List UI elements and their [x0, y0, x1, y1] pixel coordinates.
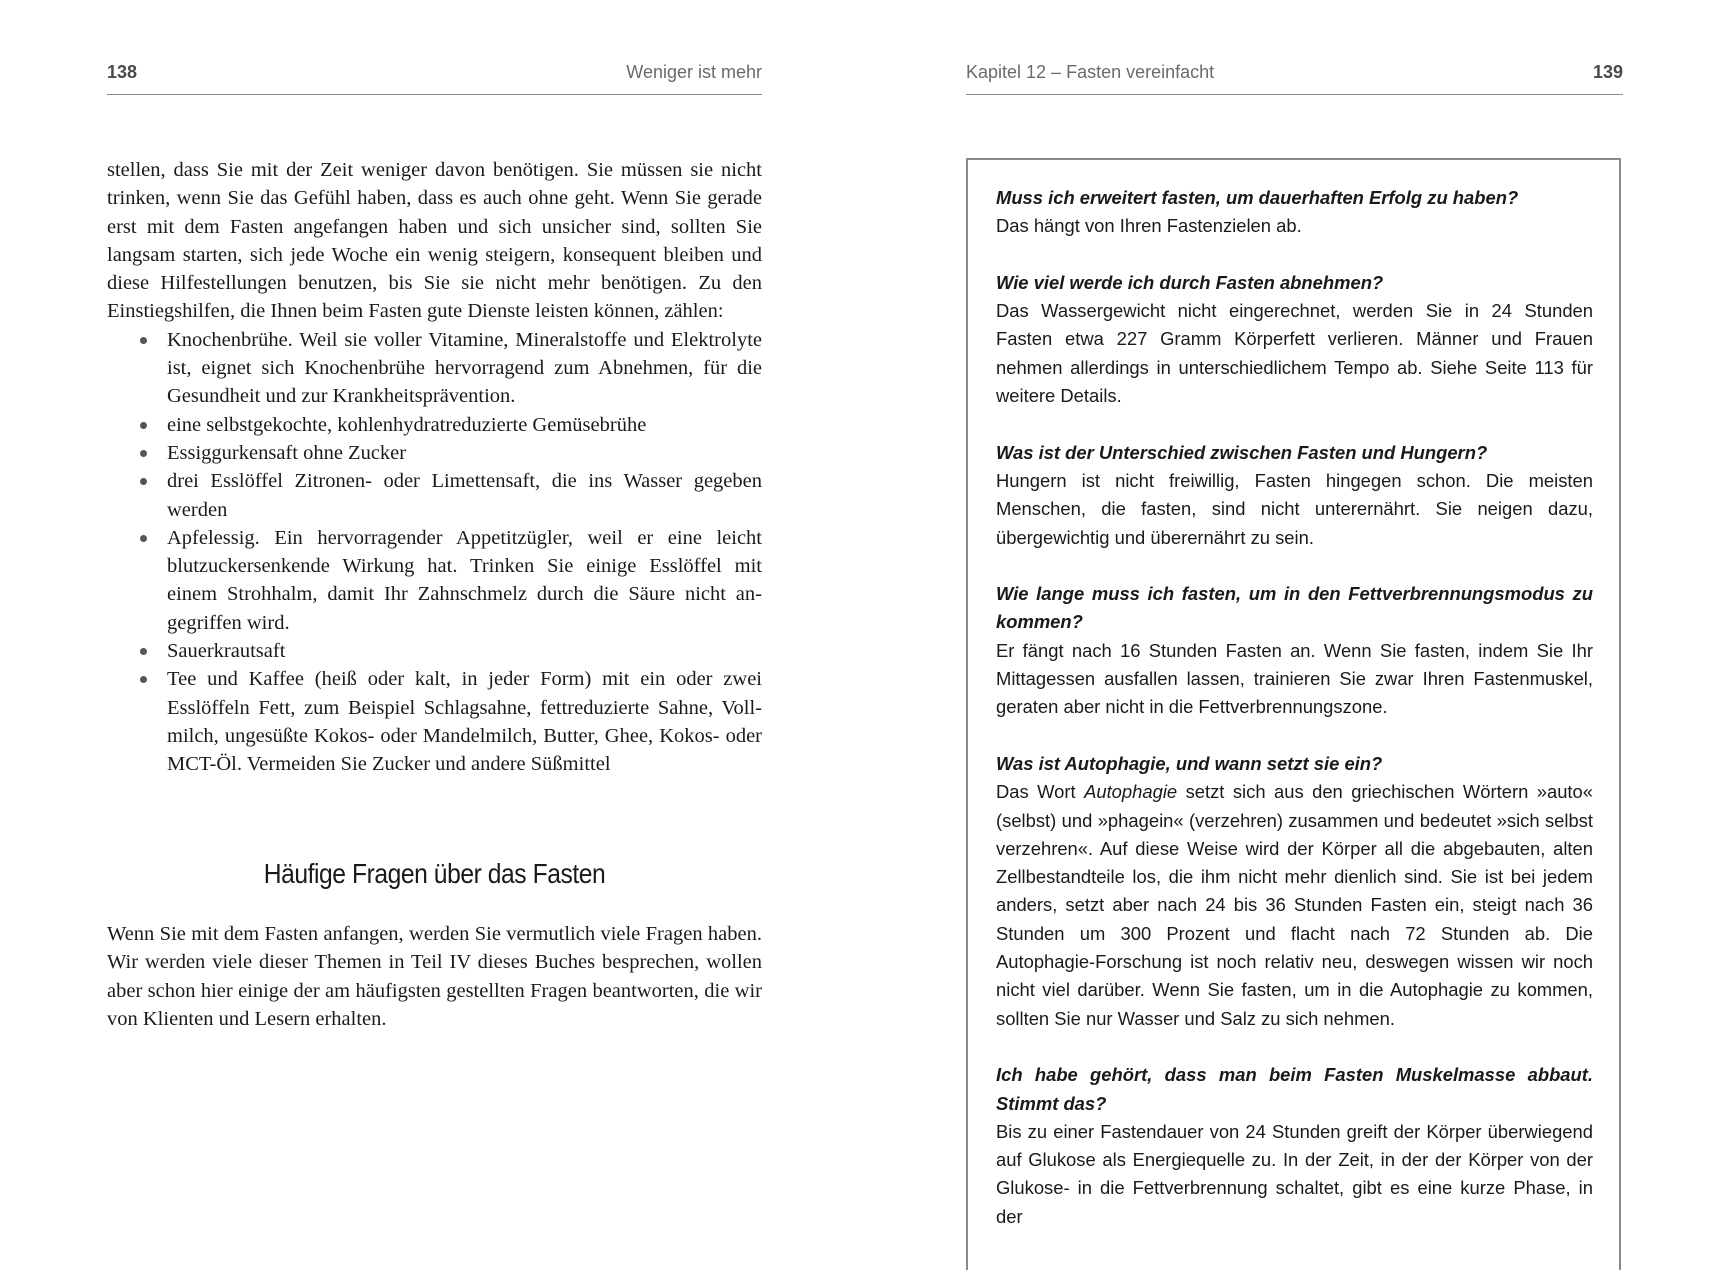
- right-running-head: Kapitel 12 – Fasten vereinfacht: [966, 62, 1215, 82]
- faq-question: Wie viel werde ich durch Fasten abnehmen?: [996, 271, 1384, 293]
- left-page: [107, 0, 762, 1270]
- intro-paragraph: stellen, dass Sie mit der Zeit weniger davon benötigen. Sie müssen sie nicht trinken, wenn Sie das Gefühl haben, dass es auch ohne geht. Wenn Sie gerade erst mit dem Fasten angefangen haben und sich unsicher sind, sollten Sie langsam starten, sich jede Woche ein wenig steigern, konsequent bleiben und diese Hilfestellungen benutzen, bis Sie sie nicht mehr benötigen. Zu den Einstiegshilfen, die Ihnen beim Fasten gute Dienste leisten können, zählen:: [107, 159, 762, 323]
- bullet-item: eine selbstgekochte, kohlenhydratreduzierte Gemüsebrühe: [167, 411, 762, 439]
- faq-question: Wie lange muss ich fasten, um in den Fettverbrennungsmodus zu kommen?: [996, 583, 1593, 633]
- faq-list: [996, 184, 1593, 1259]
- left-running-head: Weniger ist mehr: [626, 62, 762, 82]
- faq-box: [966, 158, 1621, 1270]
- faq-question: Was ist Autophagie, und wann setzt sie ein?: [996, 752, 1383, 774]
- faq-answer: Bis zu einer Fastendauer von 24 Stunden greift der Körper überwiegend auf Glukose als Energiequelle zu. In der Zeit, in der der Körper von der Glukose- in die Fettverbrennung schaltet, gibt es eine kurze Phase, in der: [996, 1120, 1593, 1227]
- faq-item: [996, 439, 1593, 552]
- bullet-item: Tee und Kaffee (heiß oder kalt, in jeder Form) mit ein oder zwei Esslöffeln Fett, zum Beispiel Schlagsahne, fettreduzierte Sahne, Vollmilch, ungesüßte Kokos- oder Mandelmilch, Butter, Ghee, Kokos- oder MCT-Öl. Vermeiden Sie Zucker und andere Süßmittel: [167, 665, 762, 778]
- left-body-text: [107, 156, 762, 779]
- right-page-header: [966, 58, 1623, 95]
- bullet-list: [107, 326, 762, 779]
- faq-question: Ich habe gehört, dass man beim Fasten Muskelmasse abbaut. Stimmt das?: [996, 1064, 1593, 1114]
- faq-item: [996, 184, 1593, 241]
- faq-answer: Er fängt nach 16 Stunden Fasten an. Wenn Sie fasten, indem Sie Ihr Mittagessen ausfallen lassen, trainieren Sie zwar Ihren Fastenmuskel, geraten aber nicht in die Fettverbrennungszone.: [996, 639, 1593, 718]
- bullet-item: Sauerkrautsaft: [167, 637, 762, 665]
- faq-intro-paragraph: Wenn Sie mit dem Fasten anfangen, werden Sie vermutlich viele Fragen haben. Wir werden viele dieser Themen in Teil IV dieses Buches besprechen, wollen aber schon hier einige der am häufigsten gestellten Fragen beantworten, die wir von Klienten und Lesern erhalten.: [107, 923, 762, 1030]
- faq-item: [996, 1061, 1593, 1231]
- left-page-number: 138: [107, 62, 138, 82]
- faq-answer: Das Wort Autophagie setzt sich aus den griechischen Wörtern »auto« (selbst) und »phagein« (verzehren) zusammen und bedeutet »sich selbst verzehren«. Auf diese Weise wird der Körper all die abgebauten, alten Zellbestandteile los, die ihm nicht mehr dienlich sind. Sie ist bei jedem anders, setzt aber nach 24 bis 36 Stunden Fasten ein, steigt nach 36 Stunden um 300 Prozent und flacht nach 72 Stunden ab. Die Autophagie-Forschung ist noch relativ neu, deswegen wissen wir noch nicht viel darüber. Wenn Sie fasten, um in die Autophagie zu kommen, sollten Sie nur Wasser und Salz zu sich nehmen.: [996, 781, 1593, 1029]
- faq-answer: Das hängt von Ihren Fastenzielen ab.: [996, 215, 1302, 237]
- faq-item: [996, 750, 1593, 1033]
- faq-item: [996, 269, 1593, 410]
- left-page-header: [107, 58, 762, 95]
- faq-question: Muss ich erweitert fasten, um dauerhaften Erfolg zu haben?: [996, 187, 1519, 208]
- faq-item: [996, 580, 1593, 721]
- emphasized-term: Autophagie: [1084, 781, 1178, 803]
- bullet-item: Knochenbrühe. Weil sie voller Vitamine, Mineralstoffe und Elektrolyte ist, eignet sich Knochenbrühe hervorragend zum Abnehmen, für die Gesundheit und zur Krankheitsprävention.: [167, 326, 762, 411]
- right-page: [966, 0, 1623, 1270]
- bullet-item: drei Esslöffel Zitronen- oder Limettensaft, die ins Wasser gegeben werden: [167, 467, 762, 524]
- faq-question: Was ist der Unterschied zwischen Fasten und Hungern?: [996, 441, 1488, 463]
- section-heading: Häufige Fragen über das Fasten: [263, 858, 606, 889]
- faq-answer: Das Wassergewicht nicht eingerechnet, werden Sie in 24 Stunden Fasten etwa 227 Gramm Körperfett verlieren. Männer und Frauen nehmen allerdings in unterschiedlichem Tempo ab. Siehe Seite 113 für weitere Details.: [996, 300, 1593, 407]
- faq-intro-text: [107, 920, 762, 1033]
- bullet-item: Essiggurkensaft ohne Zucker: [167, 439, 762, 467]
- bullet-item: Apfelessig. Ein hervorragender Appetitzügler, weil er eine leicht blutzuckersenkende Wirkung hat. Trinken Sie einige Esslöffel mit einem Strohhalm, damit Ihr Zahnschmelz durch die Säure nicht angegriffen wird.: [167, 524, 762, 637]
- right-page-number: 139: [1592, 62, 1623, 82]
- faq-answer: Hungern ist nicht freiwillig, Fasten hingegen schon. Die meisten Menschen, die fasten, sind nicht unterernährt. Sie neigen dazu, übergewichtig und überernährt zu sein.: [996, 469, 1593, 548]
